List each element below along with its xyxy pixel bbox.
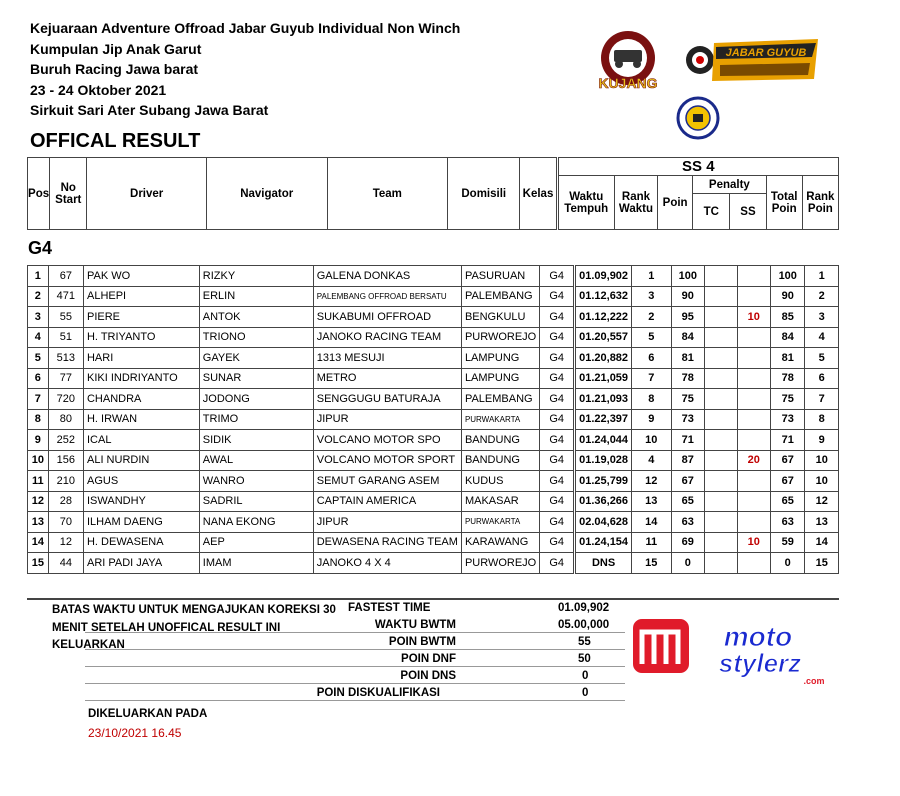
row-navigator: SUNAR (199, 368, 313, 389)
col-navigator: Navigator (206, 158, 327, 230)
row-driver: HARI (83, 348, 199, 369)
row-penalty-tc (705, 266, 738, 287)
row-rank-poin: 4 (805, 327, 839, 348)
col-rank-poin: Rank Poin (802, 176, 838, 230)
event-header (30, 18, 460, 121)
row-waktu: DNS (575, 553, 632, 574)
waktu-bwtm-label: WAKTU BWTM (374, 619, 456, 631)
row-team: SUKABUMI OFFROAD (313, 307, 461, 328)
row-no-start: 471 (48, 286, 83, 307)
row-penalty-ss (737, 348, 770, 369)
row-rank-waktu: 15 (632, 553, 671, 574)
poin-diskualifikasi-value: 0 (582, 687, 589, 699)
row-waktu: 01.21,093 (575, 389, 632, 410)
row-kelas: G4 (540, 491, 575, 512)
col-total-poin: Total Poin (766, 176, 802, 230)
row-waktu: 01.20,557 (575, 327, 632, 348)
row-driver: ISWANDHY (83, 491, 199, 512)
row-kelas: G4 (540, 430, 575, 451)
row-rank-poin: 13 (805, 512, 839, 533)
row-kelas: G4 (540, 553, 575, 574)
row-waktu: 01.19,028 (575, 450, 632, 471)
table-row (28, 286, 839, 307)
row-penalty-ss (737, 471, 770, 492)
row-penalty-tc (705, 286, 738, 307)
row-pos: 7 (28, 389, 49, 410)
row-kelas: G4 (540, 327, 575, 348)
row-domisili: KARAWANG (461, 532, 539, 553)
row-team: CAPTAIN AMERICA (313, 491, 461, 512)
row-pos: 4 (28, 327, 49, 348)
row-total-poin: 67 (771, 450, 805, 471)
poin-diskualifikasi-label: POIN DISKUALIFIKASI (316, 687, 440, 699)
row-total-poin: 100 (771, 266, 805, 287)
svg-text:.com: .com (803, 676, 825, 686)
issued-date: 23/10/2021 16.45 (88, 726, 182, 740)
row-total-poin: 59 (771, 532, 805, 553)
row-waktu: 01.36,266 (575, 491, 632, 512)
row-navigator: ERLIN (199, 286, 313, 307)
col-domisili: Domisili (448, 158, 520, 230)
row-no-start: 77 (48, 368, 83, 389)
row-pos: 5 (28, 348, 49, 369)
row-poin: 95 (671, 307, 705, 328)
watermark-text: moto (723, 621, 793, 652)
row-driver: KIKI INDRIYANTO (83, 368, 199, 389)
row-navigator: TRIMO (199, 409, 313, 430)
table-row (28, 348, 839, 369)
row-domisili: MAKASAR (461, 491, 539, 512)
row-penalty-ss: 10 (737, 307, 770, 328)
row-no-start: 70 (48, 512, 83, 533)
row-driver: ARI PADI JAYA (83, 553, 199, 574)
table-row (28, 430, 839, 451)
row-driver: CHANDRA (83, 389, 199, 410)
row-team: JIPUR (313, 409, 461, 430)
row-penalty-tc (705, 409, 738, 430)
row-kelas: G4 (540, 471, 575, 492)
poin-dns-label: POIN DNS (400, 670, 456, 682)
row-total-poin: 90 (771, 286, 805, 307)
row-navigator: ANTOK (199, 307, 313, 328)
page-title: OFFICAL RESULT (30, 130, 201, 152)
row-driver: ALI NURDIN (83, 450, 199, 471)
row-driver: H. IRWAN (83, 409, 199, 430)
table-row (28, 389, 839, 410)
row-rank-waktu: 9 (632, 409, 671, 430)
row-penalty-ss (737, 368, 770, 389)
row-kelas: G4 (540, 348, 575, 369)
correction-note: BATAS WAKTU UNTUK MENGAJUKAN KOREKSI 30 MENIT SETELAH UNOFFICAL RESULT INI KELUARKAN (52, 604, 336, 651)
row-driver: ICAL (83, 430, 199, 451)
row-penalty-tc (705, 430, 738, 451)
row-poin: 81 (671, 348, 705, 369)
row-navigator: NANA EKONG (199, 512, 313, 533)
col-team: Team (327, 158, 448, 230)
table-row (28, 532, 839, 553)
row-no-start: 28 (48, 491, 83, 512)
row-no-start: 51 (48, 327, 83, 348)
footer-rule (85, 683, 625, 684)
footer-rule (85, 700, 625, 701)
row-waktu: 01.24,154 (575, 532, 632, 553)
row-penalty-tc (705, 512, 738, 533)
row-penalty-ss (737, 286, 770, 307)
row-penalty-ss (737, 389, 770, 410)
event-date: 23 - 24 Oktober 2021 (30, 81, 167, 98)
row-pos: 15 (28, 553, 49, 574)
row-team: VOLCANO MOTOR SPORT (313, 450, 461, 471)
row-domisili: PALEMBANG (461, 286, 539, 307)
table-row (28, 409, 839, 430)
row-kelas: G4 (540, 532, 575, 553)
row-kelas: G4 (540, 409, 575, 430)
table-row (28, 512, 839, 533)
row-rank-waktu: 1 (632, 266, 671, 287)
row-driver: ALHEPI (83, 286, 199, 307)
row-rank-waktu: 4 (632, 450, 671, 471)
row-rank-poin: 8 (805, 409, 839, 430)
row-poin: 100 (671, 266, 705, 287)
row-poin: 67 (671, 471, 705, 492)
row-pos: 9 (28, 430, 49, 451)
row-team: JIPUR (313, 512, 461, 533)
issued-label: DIKELUARKAN PADA (88, 708, 208, 720)
row-poin: 69 (671, 532, 705, 553)
stage-label: SS 4 (557, 158, 838, 176)
row-no-start: 67 (48, 266, 83, 287)
table-row (28, 368, 839, 389)
table-row (28, 327, 839, 348)
row-navigator: JODONG (199, 389, 313, 410)
row-driver: ILHAM DAENG (83, 512, 199, 533)
poin-bwtm-label: POIN BWTM (388, 636, 456, 648)
row-driver: AGUS (83, 471, 199, 492)
row-domisili: LAMPUNG (461, 368, 539, 389)
row-poin: 90 (671, 286, 705, 307)
organizer: Kumpulan Jip Anak Garut (30, 40, 202, 57)
footer-rule (85, 632, 625, 633)
kujang-logo (590, 28, 670, 92)
row-domisili: PASURUAN (461, 266, 539, 287)
row-rank-waktu: 2 (632, 307, 671, 328)
row-no-start: 252 (48, 430, 83, 451)
jabar-guyub-logo (680, 35, 820, 85)
row-team: PALEMBANG OFFROAD BERSATU (313, 286, 461, 307)
poin-dnf-value: 50 (578, 653, 591, 665)
row-penalty-tc (705, 348, 738, 369)
row-no-start: 80 (48, 409, 83, 430)
row-pos: 14 (28, 532, 49, 553)
row-poin: 0 (671, 553, 705, 574)
row-penalty-tc (705, 368, 738, 389)
row-domisili: BANDUNG (461, 450, 539, 471)
row-team: 1313 MESUJI (313, 348, 461, 369)
row-total-poin: 63 (771, 512, 805, 533)
row-total-poin: 0 (771, 553, 805, 574)
row-waktu: 01.12,632 (575, 286, 632, 307)
row-driver: H. TRIYANTO (83, 327, 199, 348)
club-seal-logo (676, 96, 720, 140)
row-total-poin: 81 (771, 348, 805, 369)
row-rank-poin: 15 (805, 553, 839, 574)
row-team: VOLCANO MOTOR SPO (313, 430, 461, 451)
row-rank-poin: 10 (805, 471, 839, 492)
row-navigator: TRIONO (199, 327, 313, 348)
row-poin: 65 (671, 491, 705, 512)
row-poin: 87 (671, 450, 705, 471)
row-poin: 84 (671, 327, 705, 348)
row-penalty-tc (705, 471, 738, 492)
row-navigator: IMAM (199, 553, 313, 574)
row-domisili: BANDUNG (461, 430, 539, 451)
col-no-start: No Start (50, 158, 87, 230)
row-rank-poin: 10 (805, 450, 839, 471)
row-navigator: GAYEK (199, 348, 313, 369)
row-kelas: G4 (540, 368, 575, 389)
results-table (27, 265, 839, 574)
results-header (27, 157, 839, 230)
row-rank-poin: 6 (805, 368, 839, 389)
event-title: Kejuaraan Adventure Offroad Jabar Guyub Individual Non Winch (30, 20, 461, 36)
row-navigator: SADRIL (199, 491, 313, 512)
row-pos: 2 (28, 286, 49, 307)
row-rank-poin: 9 (805, 430, 839, 451)
row-rank-poin: 14 (805, 532, 839, 553)
row-no-start: 12 (48, 532, 83, 553)
row-rank-waktu: 13 (632, 491, 671, 512)
row-pos: 10 (28, 450, 49, 471)
group-label: G4 (28, 238, 53, 258)
row-penalty-ss (737, 491, 770, 512)
row-waktu: 01.25,799 (575, 471, 632, 492)
row-pos: 3 (28, 307, 49, 328)
row-total-poin: 85 (771, 307, 805, 328)
row-kelas: G4 (540, 512, 575, 533)
row-waktu: 01.24,044 (575, 430, 632, 451)
table-row (28, 553, 839, 574)
row-penalty-tc (705, 532, 738, 553)
row-navigator: WANRO (199, 471, 313, 492)
row-rank-waktu: 10 (632, 430, 671, 451)
col-tc: TC (693, 194, 730, 230)
row-rank-waktu: 8 (632, 389, 671, 410)
row-rank-waktu: 12 (632, 471, 671, 492)
row-poin: 63 (671, 512, 705, 533)
svg-text:JABAR GUYUB: JABAR GUYUB (725, 47, 807, 59)
col-penalty: Penalty (693, 176, 766, 194)
row-total-poin: 71 (771, 430, 805, 451)
col-waktu: Waktu Tempuh (557, 176, 614, 230)
row-team: DEWASENA RACING TEAM (313, 532, 461, 553)
row-pos: 8 (28, 409, 49, 430)
row-navigator: AEP (199, 532, 313, 553)
row-total-poin: 67 (771, 471, 805, 492)
row-team: JANOKO RACING TEAM (313, 327, 461, 348)
row-domisili: KUDUS (461, 471, 539, 492)
row-total-poin: 78 (771, 368, 805, 389)
table-row (28, 491, 839, 512)
row-poin: 71 (671, 430, 705, 451)
poin-dns-value: 0 (582, 670, 589, 682)
row-navigator: AWAL (199, 450, 313, 471)
row-waktu: 01.21,059 (575, 368, 632, 389)
row-penalty-tc (705, 327, 738, 348)
col-rank-waktu: Rank Waktu (614, 176, 657, 230)
waktu-bwtm-value: 05.00,000 (558, 619, 610, 631)
row-penalty-ss (737, 266, 770, 287)
row-penalty-ss (737, 409, 770, 430)
col-kelas: Kelas (520, 158, 557, 230)
row-rank-poin: 3 (805, 307, 839, 328)
row-no-start: 720 (48, 389, 83, 410)
poin-bwtm-value: 55 (578, 636, 591, 648)
col-ss-penalty: SS (730, 194, 766, 230)
row-pos: 1 (28, 266, 49, 287)
row-domisili: PURWOREJO (461, 553, 539, 574)
row-total-poin: 84 (771, 327, 805, 348)
svg-text:stylerz: stylerz (718, 648, 802, 678)
co-organizer: Buruh Racing Jawa barat (30, 61, 199, 77)
row-penalty-ss: 10 (737, 532, 770, 553)
row-poin: 75 (671, 389, 705, 410)
row-rank-poin: 5 (805, 348, 839, 369)
row-kelas: G4 (540, 450, 575, 471)
row-kelas: G4 (540, 266, 575, 287)
row-penalty-ss (737, 512, 770, 533)
row-no-start: 156 (48, 450, 83, 471)
footer-divider (27, 598, 839, 600)
row-penalty-tc (705, 307, 738, 328)
row-total-poin: 73 (771, 409, 805, 430)
row-waktu: 01.20,882 (575, 348, 632, 369)
table-row (28, 471, 839, 492)
row-domisili: LAMPUNG (461, 348, 539, 369)
row-driver: PIERE (83, 307, 199, 328)
row-no-start: 210 (48, 471, 83, 492)
row-domisili: PURWOREJO (461, 327, 539, 348)
row-poin: 78 (671, 368, 705, 389)
row-waktu: 02.04,628 (575, 512, 632, 533)
col-pos: Pos (28, 158, 50, 230)
row-rank-waktu: 5 (632, 327, 671, 348)
row-driver: H. DEWASENA (83, 532, 199, 553)
row-rank-poin: 1 (805, 266, 839, 287)
fastest-time-value: 01.09,902 (558, 602, 610, 614)
row-penalty-ss (737, 327, 770, 348)
row-domisili: PURWAKARTA (461, 409, 539, 430)
row-waktu: 01.22,397 (575, 409, 632, 430)
row-pos: 13 (28, 512, 49, 533)
row-navigator: RIZKY (199, 266, 313, 287)
row-rank-poin: 12 (805, 491, 839, 512)
row-pos: 6 (28, 368, 49, 389)
row-penalty-tc (705, 491, 738, 512)
poin-dnf-label: POIN DNF (401, 653, 456, 665)
row-pos: 12 (28, 491, 49, 512)
event-venue: Sirkuit Sari Ater Subang Jawa Barat (30, 102, 269, 118)
row-rank-waktu: 3 (632, 286, 671, 307)
row-driver: PAK WO (83, 266, 199, 287)
row-waktu: 01.12,222 (575, 307, 632, 328)
row-domisili: PURWAKARTA (461, 512, 539, 533)
row-rank-waktu: 14 (632, 512, 671, 533)
row-penalty-ss (737, 553, 770, 574)
row-no-start: 513 (48, 348, 83, 369)
table-row (28, 450, 839, 471)
row-no-start: 44 (48, 553, 83, 574)
row-penalty-ss: 20 (737, 450, 770, 471)
row-penalty-tc (705, 553, 738, 574)
footer-rule (85, 649, 625, 650)
row-penalty-tc (705, 450, 738, 471)
row-team: SENGGUGU BATURAJA (313, 389, 461, 410)
row-penalty-ss (737, 430, 770, 451)
row-team: JANOKO 4 X 4 (313, 553, 461, 574)
row-total-poin: 75 (771, 389, 805, 410)
row-rank-poin: 2 (805, 286, 839, 307)
col-driver: Driver (87, 158, 207, 230)
row-pos: 11 (28, 471, 49, 492)
col-poin: Poin (658, 176, 693, 230)
row-no-start: 55 (48, 307, 83, 328)
row-kelas: G4 (540, 286, 575, 307)
row-poin: 73 (671, 409, 705, 430)
fastest-time-label: FASTEST TIME (348, 602, 431, 614)
row-domisili: BENGKULU (461, 307, 539, 328)
row-penalty-tc (705, 389, 738, 410)
row-team: METRO (313, 368, 461, 389)
svg-text:KUJANG: KUJANG (598, 75, 658, 91)
row-waktu: 01.09,902 (575, 266, 632, 287)
table-row (28, 266, 839, 287)
row-team: GALENA DONKAS (313, 266, 461, 287)
row-domisili: PALEMBANG (461, 389, 539, 410)
table-row (28, 307, 839, 328)
row-rank-poin: 7 (805, 389, 839, 410)
row-kelas: G4 (540, 389, 575, 410)
row-rank-waktu: 6 (632, 348, 671, 369)
row-rank-waktu: 11 (632, 532, 671, 553)
row-team: SEMUT GARANG ASEM (313, 471, 461, 492)
motostylerz-watermark (628, 612, 838, 687)
row-navigator: SIDIK (199, 430, 313, 451)
row-total-poin: 65 (771, 491, 805, 512)
row-rank-waktu: 7 (632, 368, 671, 389)
footer-rule (85, 666, 625, 667)
row-kelas: G4 (540, 307, 575, 328)
